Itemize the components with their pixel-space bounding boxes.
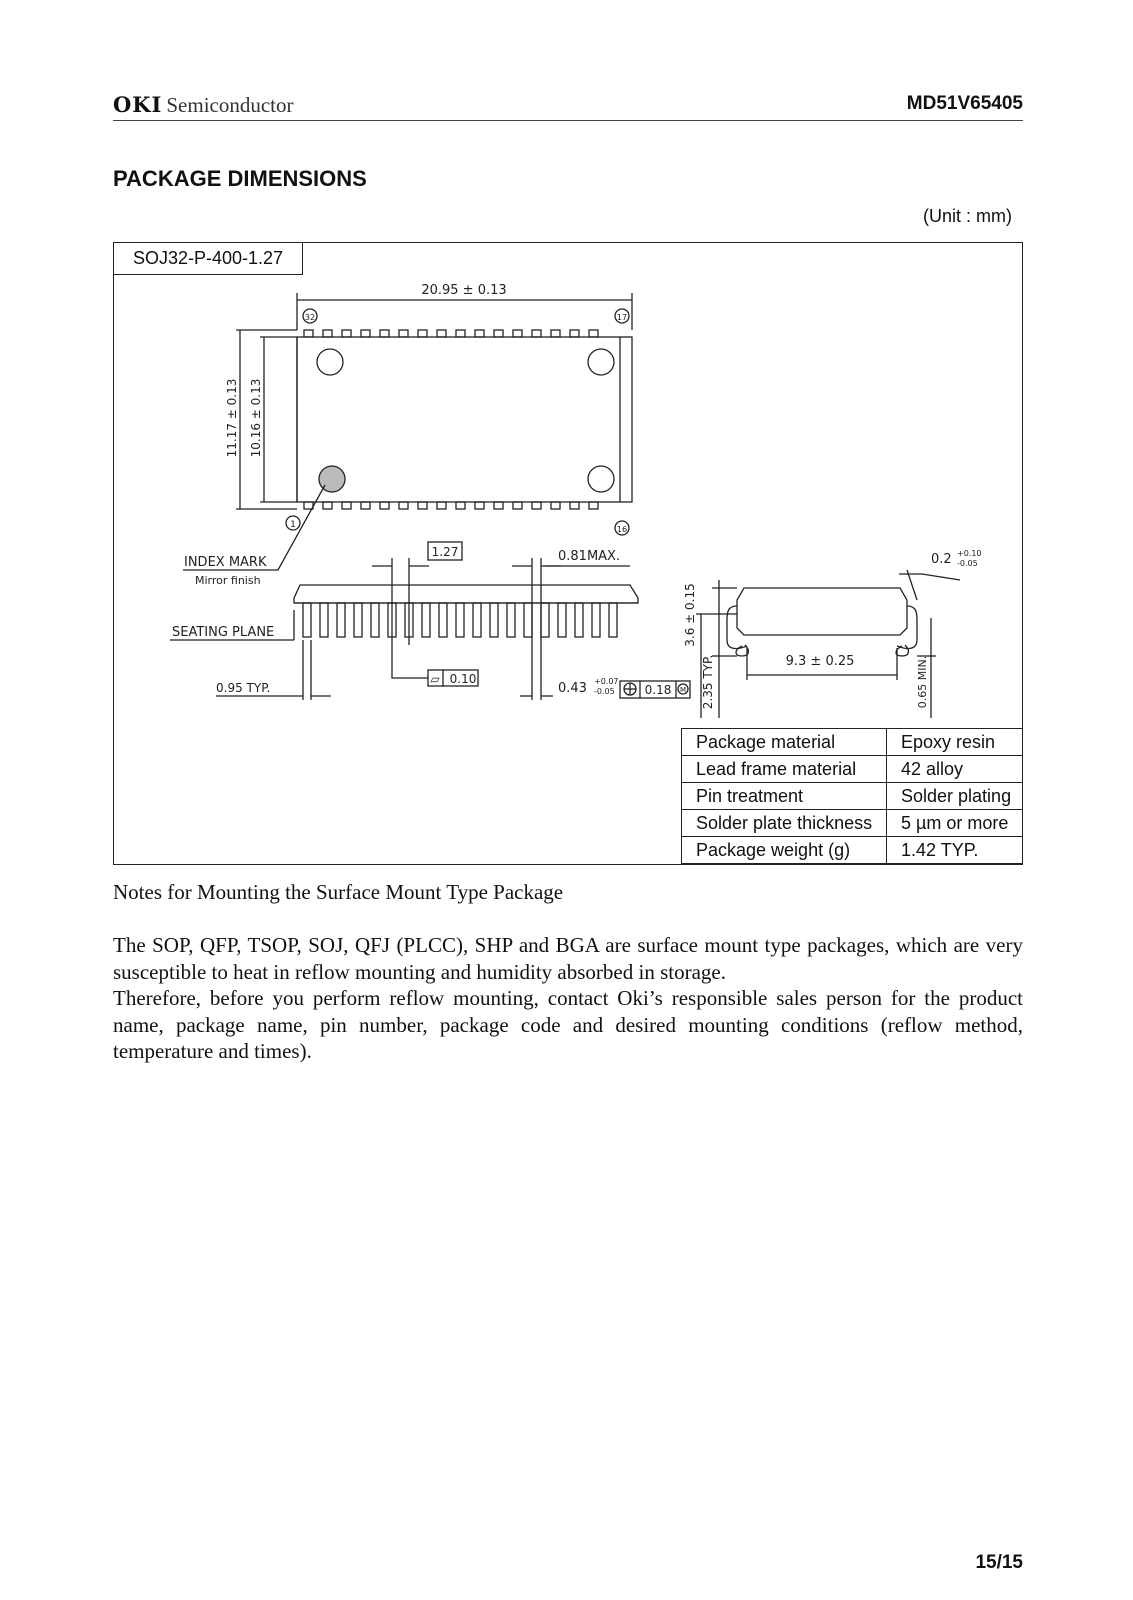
table-row bbox=[682, 810, 1023, 837]
unit-note: (Unit : mm) bbox=[923, 206, 1012, 226]
package-code: SOJ32-P-400-1.27 bbox=[113, 242, 303, 275]
materials-table bbox=[681, 728, 1023, 864]
pitch-label: 1.27 bbox=[431, 545, 459, 559]
position-mod-label: M bbox=[679, 686, 687, 694]
end-view-body bbox=[737, 588, 907, 635]
typ-095-label: 0.95 TYP. bbox=[216, 681, 271, 695]
brand-oki: OKI bbox=[113, 92, 163, 117]
pin-17-label: 17 bbox=[616, 313, 628, 322]
outer-width-label: 11.17 ± 0.13 bbox=[225, 378, 239, 458]
notes-paragraph-2: Therefore, before you perform reflow mounting, contact Oki’s responsible sales person for the product name, package name, pin number, package code and desired mounting conditions (reflow method, temperature and times). bbox=[113, 986, 1023, 1063]
material-value: 1.42 TYP. bbox=[887, 837, 1023, 864]
material-label: Package material bbox=[682, 729, 887, 756]
index-mark-label: INDEX MARK bbox=[184, 555, 267, 570]
material-label: Pin treatment bbox=[682, 783, 887, 810]
page-number: 15/15 bbox=[975, 1552, 1023, 1573]
material-label: Solder plate thickness bbox=[682, 810, 887, 837]
thickness-minus: -0.05 bbox=[957, 559, 978, 568]
min-065-label: 0.65 MIN. bbox=[916, 655, 929, 709]
top-leads bbox=[304, 330, 598, 337]
brand-semiconductor: Semiconductor bbox=[166, 93, 294, 117]
table-row bbox=[682, 837, 1023, 864]
lead-width-minus: -0.05 bbox=[594, 687, 615, 696]
material-value: 5 µm or more bbox=[887, 810, 1023, 837]
material-label: Lead frame material bbox=[682, 756, 887, 783]
notes-paragraph-1: The SOP, QFP, TSOP, SOJ, QFJ (PLCC), SHP and BGA are surface mount type packages, which are very susceptible to heat in reflow mounting and humidity absorbed in storage. bbox=[113, 933, 1023, 984]
thickness-label: 0.2 bbox=[931, 552, 952, 567]
inner-width-label: 10.16 ± 0.13 bbox=[249, 378, 263, 458]
lead-width-label: 0.43 bbox=[558, 681, 587, 696]
flatness-icon: ⏥ bbox=[430, 672, 440, 686]
section-title: PACKAGE DIMENSIONS bbox=[113, 166, 367, 191]
typ-235-label: 2.35 TYP. bbox=[701, 654, 715, 710]
notes-body bbox=[113, 932, 1023, 1065]
pin-16-label: 16 bbox=[616, 525, 628, 534]
pin-32-label: 32 bbox=[304, 313, 316, 322]
material-label: Package weight (g) bbox=[682, 837, 887, 864]
table-row bbox=[682, 783, 1023, 810]
mirror-finish-label: Mirror finish bbox=[195, 574, 261, 587]
lead-width-plus: +0.07 bbox=[594, 677, 619, 686]
position-tol-label: 0.18 bbox=[644, 683, 672, 697]
material-value: 42 alloy bbox=[887, 756, 1023, 783]
flatness-label: 0.10 bbox=[449, 672, 477, 686]
seating-plane-label: SEATING PLANE bbox=[172, 625, 275, 640]
max-lead-label: 0.81MAX. bbox=[558, 549, 621, 564]
height-dim-label: 3.6 ± 0.15 bbox=[683, 583, 697, 647]
top-view-body bbox=[297, 337, 632, 502]
length-dim-label: 20.95 ± 0.13 bbox=[421, 283, 507, 298]
side-view-body bbox=[294, 585, 638, 603]
table-row bbox=[682, 729, 1023, 756]
side-leads bbox=[303, 603, 617, 637]
thickness-plus: +0.10 bbox=[957, 549, 982, 558]
material-value: Epoxy resin bbox=[887, 729, 1023, 756]
material-value: Solder plating bbox=[887, 783, 1023, 810]
pin-1-label: 1 bbox=[290, 520, 296, 530]
span-dim-label: 9.3 ± 0.25 bbox=[785, 654, 855, 669]
notes-title: Notes for Mounting the Surface Mount Type Package bbox=[113, 880, 564, 904]
bottom-leads bbox=[304, 502, 598, 509]
part-number: MD51V65405 bbox=[906, 93, 1023, 114]
table-row bbox=[682, 756, 1023, 783]
